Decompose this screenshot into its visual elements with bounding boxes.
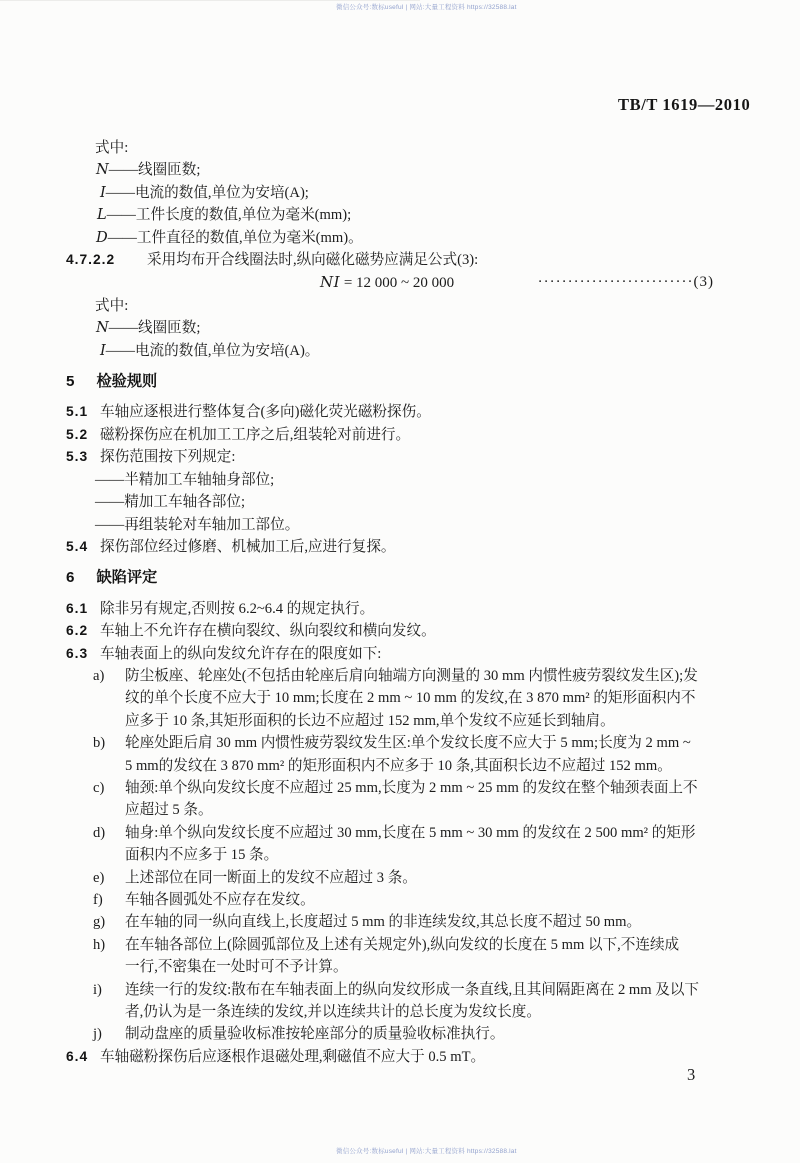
- section-5-heading: [66, 371, 738, 393]
- clause-6-4: [66, 1046, 738, 1068]
- definition-text: ——线圈匝数;: [108, 162, 201, 179]
- item-line: 轴身:单个纵向发纹长度不应超过 30 mm,长度在 5 mm ~ 30 mm 的发纹在 2 500 mm² 的矩形: [125, 824, 696, 841]
- section-title: 检验规则: [96, 373, 158, 391]
- where-label: 式中:: [95, 297, 129, 314]
- definition-var: N: [96, 319, 109, 337]
- definition-text: ——工件长度的数值,单位为毫米(mm);: [106, 207, 352, 224]
- clause-number: 4.7.2.2: [66, 252, 116, 268]
- section-number: 5: [66, 373, 75, 391]
- definition-line: [96, 227, 738, 249]
- definition-line: [100, 182, 738, 204]
- section-title: 缺陷评定: [96, 569, 158, 587]
- formula-line: [66, 271, 738, 294]
- item-line: 轮座处距后肩 30 mm 内惯性疲劳裂纹发生区:单个发纹长度不应大于 5 mm;长度为 2 mm ~: [125, 735, 691, 752]
- item-line: 者,仍认为是一条连续的发纹,并以连续共计的总长度为发纹长度。: [125, 1004, 541, 1021]
- item-label: j): [93, 1026, 102, 1043]
- watermark-bottom: 微信公众号:数标useful | 网站:大量工程资料 https://32588.lat: [336, 1148, 517, 1155]
- definition-var: L: [97, 206, 107, 224]
- clause-4-7-2-2: [66, 249, 738, 271]
- clause-number: 5.3: [66, 449, 89, 465]
- item-label: f): [93, 892, 103, 908]
- clause-5-2: [66, 424, 738, 446]
- definition-line: [100, 340, 738, 362]
- clause-text: 车轴应逐根进行整体复合(多向)磁化荧光磁粉探伤。: [100, 404, 431, 421]
- definition-text: ——电流的数值,单位为安培(A);: [105, 184, 309, 201]
- definition-line: [96, 317, 738, 339]
- dash-item: ——再组装轮对车轴加工部位。: [95, 516, 300, 533]
- clause-text: 探伤范围按下列规定:: [100, 449, 236, 466]
- item-label: a): [93, 667, 105, 684]
- item-line: 应超过 5 条。: [125, 802, 213, 819]
- clause-text: 车轴表面上的纵向发纹允许存在的限度如下:: [100, 645, 382, 662]
- item-label: g): [93, 914, 106, 931]
- item-label: c): [93, 779, 105, 796]
- lettered-item-i: [66, 979, 738, 1024]
- item-line: 面积内不应多于 15 条。: [125, 847, 279, 864]
- clause-number: 6.4: [66, 1048, 89, 1064]
- item-line: 纹的单个长度不应大于 10 mm;长度在 2 mm ~ 10 mm 的发纹,在 3 870 mm² 的矩形面积内不: [125, 690, 696, 707]
- lettered-item-a: [66, 665, 738, 732]
- definition-var: D: [96, 228, 108, 246]
- clause-text: 除非另有规定,否则按 6.2~6.4 的规定执行。: [100, 600, 375, 617]
- definition-var: N: [96, 161, 109, 179]
- section-number: 6: [66, 569, 75, 587]
- item-label: e): [93, 869, 105, 886]
- definition-var: I: [100, 341, 106, 359]
- document-body: [66, 137, 738, 1068]
- item-line: 在车轴的同一纵向直线上,长度超过 5 mm 的非连续发纹,其总长度不超过 50 mm。: [125, 914, 642, 931]
- item-line: 上述部位在同一断面上的发纹不应超过 3 条。: [125, 869, 417, 886]
- lettered-item-j: [66, 1023, 738, 1045]
- lettered-item-f: [66, 889, 738, 911]
- clause-text: 采用均布开合线圈法时,纵向磁化磁势应满足公式(3):: [147, 252, 479, 269]
- clause-number: 5.1: [66, 404, 89, 420]
- lettered-item-c: [66, 777, 738, 822]
- item-line: 应多于 10 条,其矩形面积的长边不应超过 152 mm,单个发纹不应延长到轴肩。: [125, 712, 615, 729]
- definition-text: ——线圈匝数;: [108, 320, 201, 337]
- formula-lhs: NI: [320, 273, 341, 292]
- clause-number: 6.3: [66, 645, 89, 661]
- definition-text: ——电流的数值,单位为安培(A)。: [105, 342, 320, 359]
- clause-number: 5.4: [66, 538, 89, 554]
- equation-number: (3): [693, 274, 714, 291]
- item-line: 一行,不密集在一处时可不予计算。: [125, 959, 348, 976]
- dash-item: ——半精加工车轴轴身部位;: [95, 471, 275, 488]
- equation-leader: [538, 271, 714, 293]
- item-label: d): [93, 824, 106, 841]
- item-line: 在车轴各部位上(除圆弧部位及上述有关规定外),纵向发纹的长度在 5 mm 以下,不连续成: [125, 936, 680, 953]
- formula: [320, 275, 454, 291]
- section-6-heading: [66, 567, 738, 589]
- where-label: 式中:: [95, 140, 129, 156]
- item-line: 轴颈:单个纵向发纹长度不应超过 25 mm,长度为 2 mm ~ 25 mm 的发纹在整个轴颈表面上不: [125, 779, 698, 796]
- item-line: 制动盘座的质量验收标准按轮座部分的质量验收标准执行。: [125, 1026, 505, 1043]
- item-line: 防尘板座、轮座处(不包括由轮座后肩向轴端方向测量的 30 mm 内惯性疲劳裂纹发生区);发: [125, 667, 698, 684]
- item-label: h): [93, 936, 106, 953]
- item-line: 连续一行的发纹:散布在车轴表面上的纵向发纹形成一条直线,且其间隔距离在 2 mm 及以下: [125, 981, 700, 998]
- lettered-item-e: [66, 867, 738, 889]
- definition-text: ——工件直径的数值,单位为毫米(mm)。: [107, 229, 363, 246]
- definition-line: [96, 159, 738, 181]
- leader-dots: ··························: [537, 274, 694, 291]
- clause-6-1: [66, 598, 738, 620]
- clause-5-3: [66, 446, 738, 468]
- definition-var: I: [100, 183, 106, 201]
- item-label: b): [93, 735, 106, 752]
- clause-number: 6.2: [66, 623, 89, 639]
- clause-text: 探伤部位经过修磨、机械加工后,应进行复探。: [100, 538, 396, 555]
- formula-rhs: = 12 000 ~ 20 000: [340, 275, 455, 292]
- clause-number: 6.1: [66, 600, 89, 616]
- standard-number: TB/T 1619—2010: [618, 95, 751, 114]
- clause-text: 车轴磁粉探伤后应逐根作退磁处理,剩磁值不应大于 0.5 mT。: [100, 1048, 486, 1065]
- watermark-top: 微信公众号:数标useful | 网站:大量工程资料 https://32588.lat: [336, 4, 517, 11]
- clause-number: 5.2: [66, 426, 89, 442]
- item-label: i): [93, 981, 102, 998]
- lettered-item-b: [66, 732, 738, 777]
- clause-5-1: [66, 401, 738, 423]
- lettered-item-h: [66, 934, 738, 979]
- definition-line: [97, 204, 738, 226]
- clause-5-4: [66, 536, 738, 558]
- clause-6-3: [66, 643, 738, 665]
- lettered-item-g: [66, 911, 738, 933]
- item-line: 车轴各圆弧处不应存在发纹。: [125, 892, 315, 908]
- item-line: 5 mm的发纹在 3 870 mm² 的矩形面积内不应多于 10 条,其面积长边不应超过 152 mm。: [125, 757, 672, 774]
- clause-text: 磁粉探伤应在机加工工序之后,组装轮对前进行。: [100, 426, 411, 443]
- page-number: 3: [687, 1065, 696, 1084]
- clause-6-2: [66, 620, 738, 642]
- dash-item: ——精加工车轴各部位;: [95, 494, 245, 511]
- lettered-item-d: [66, 822, 738, 867]
- clause-text: 车轴上不允许存在横向裂纹、纵向裂纹和横向发纹。: [100, 623, 436, 640]
